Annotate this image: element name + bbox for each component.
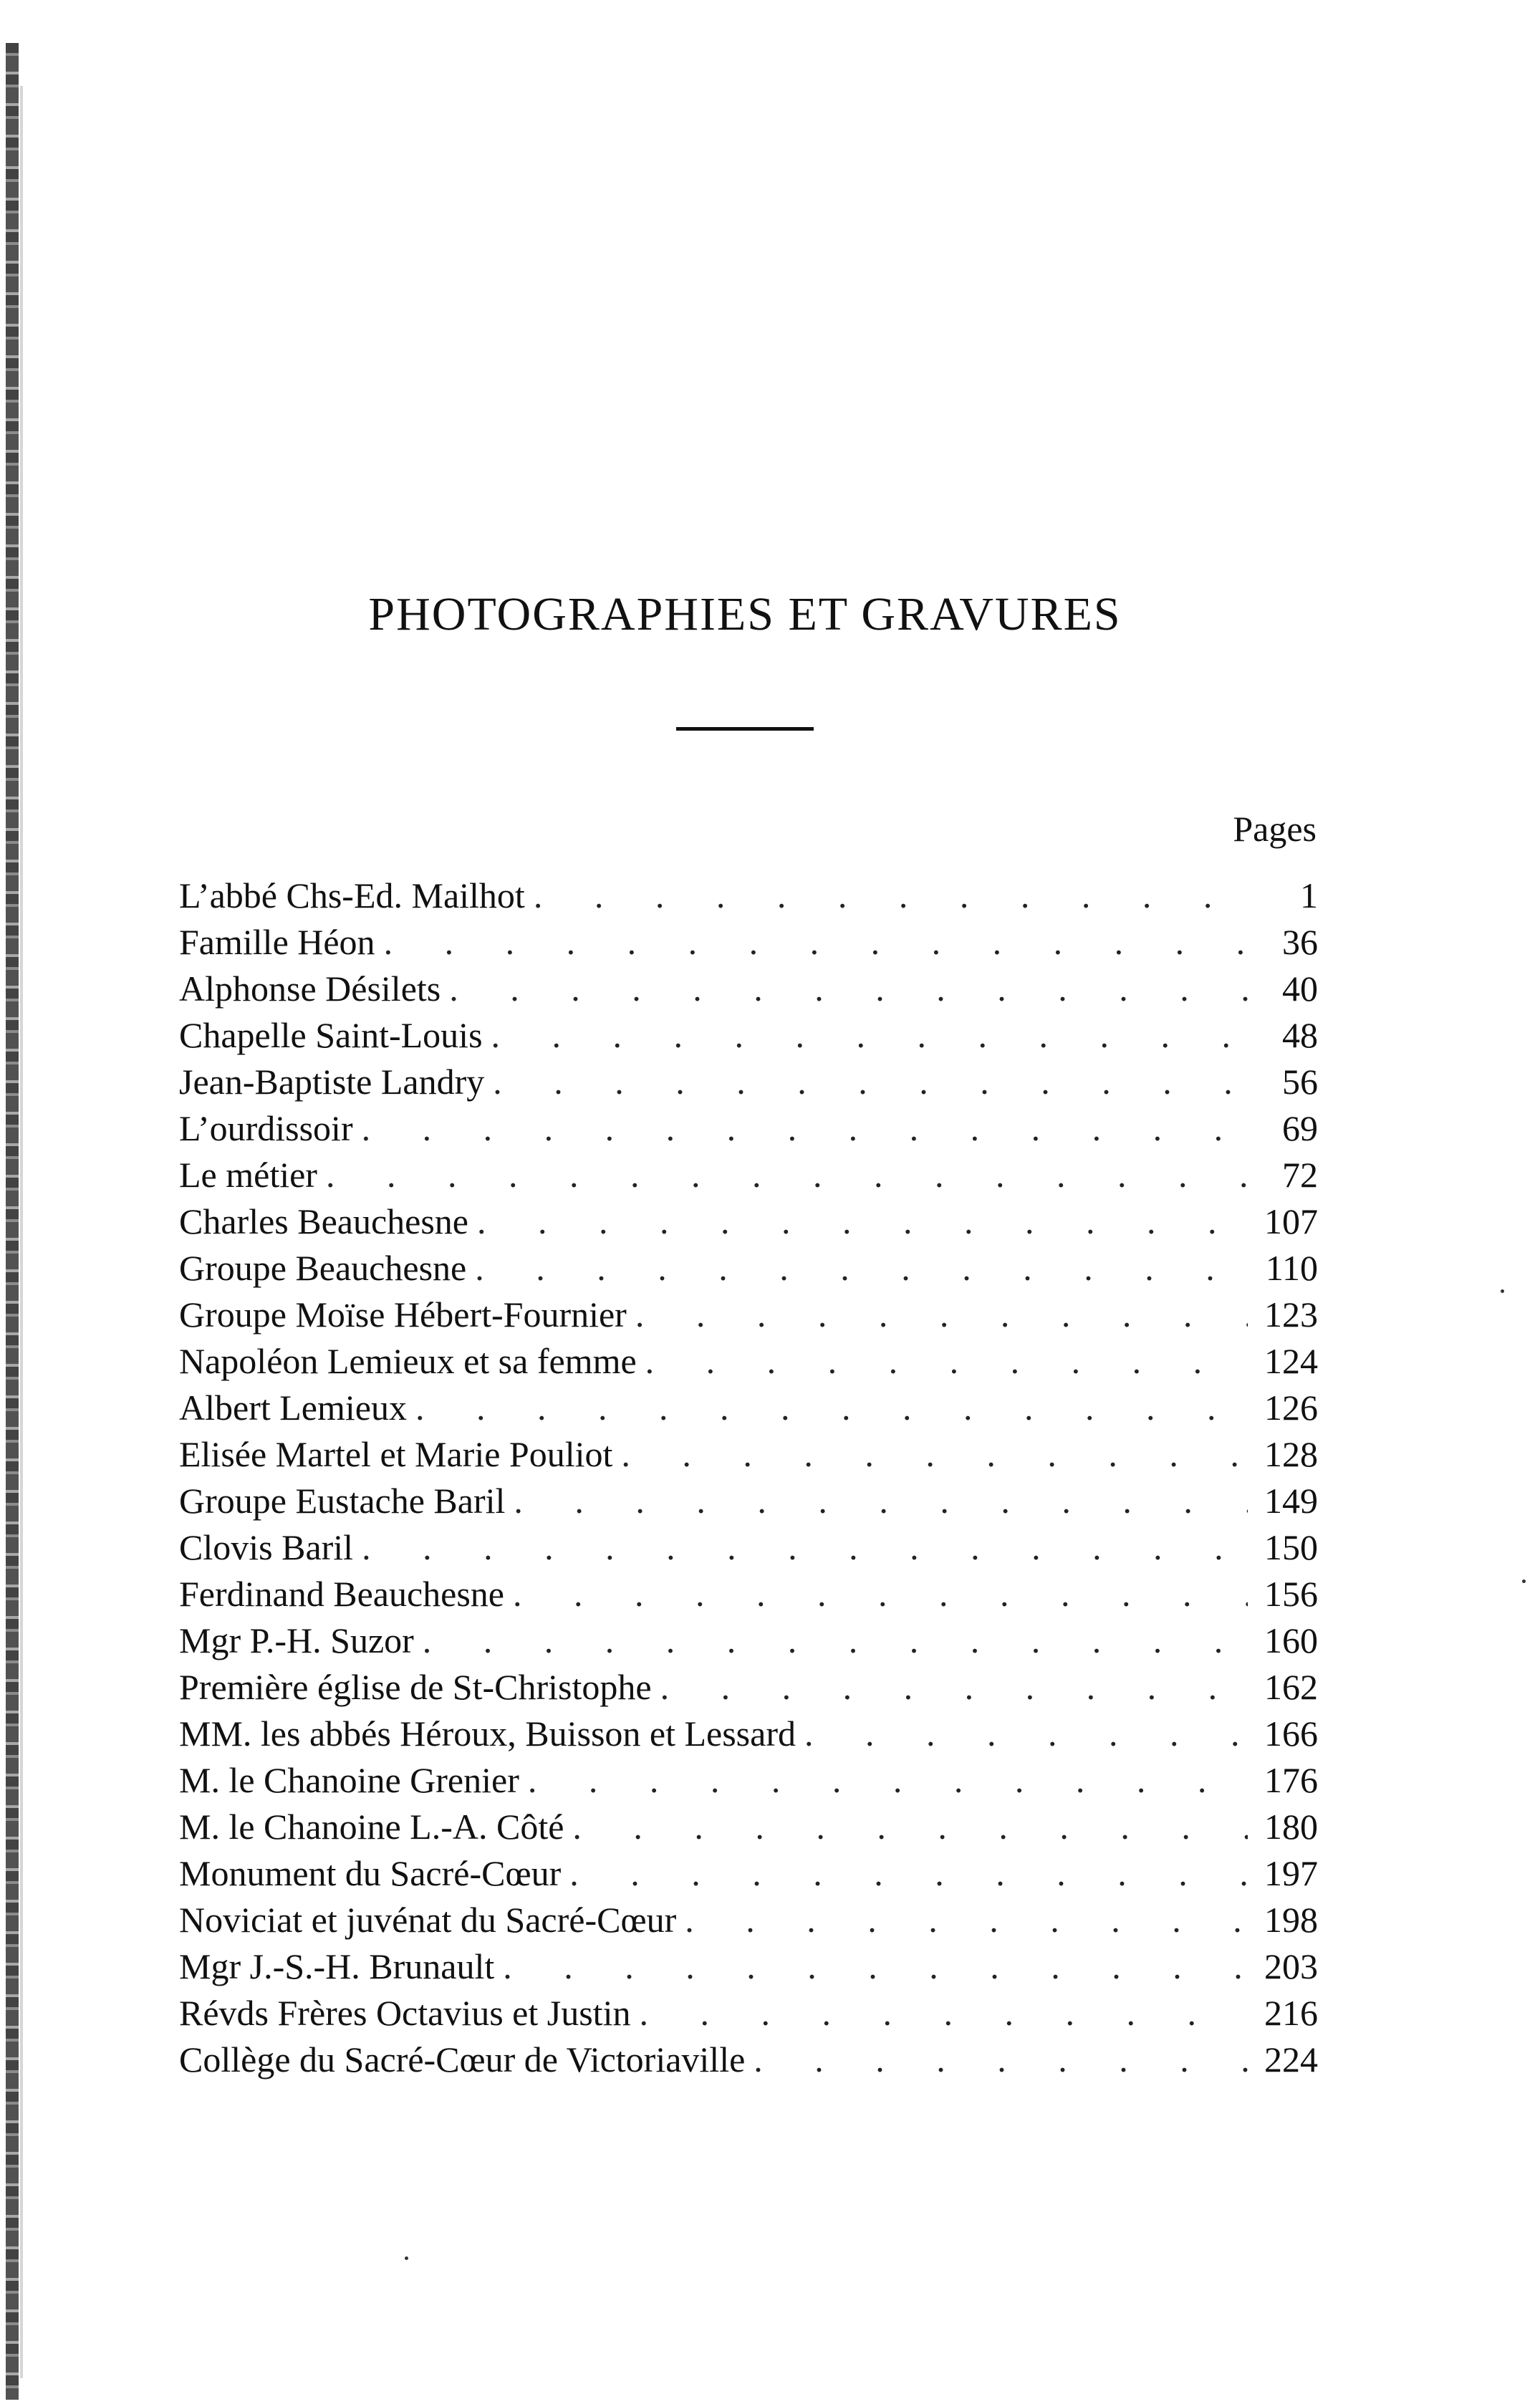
dot-leader — [475, 1245, 1248, 1292]
title-rule — [676, 727, 814, 731]
entry-page-number: 56 — [1282, 1062, 1318, 1102]
entry-title: Famille Héon — [179, 922, 375, 962]
entry-page-number: 162 — [1264, 1667, 1318, 1707]
entry-title: Groupe Eustache Baril — [179, 1481, 506, 1521]
entry-title: Révds Frères Octavius et Justin — [179, 1993, 631, 2033]
entry-title: M. le Chanoine Grenier — [179, 1760, 519, 1800]
dot-leader — [449, 966, 1248, 1012]
dot-leader — [362, 1105, 1248, 1152]
list-item — [179, 1664, 1318, 1711]
list-item — [179, 2037, 1318, 2083]
entry-title: Première église de St-Christophe — [179, 1667, 652, 1707]
entry-page-number: 216 — [1264, 1993, 1318, 2033]
entry-page-number: 126 — [1264, 1388, 1318, 1428]
list-item — [179, 966, 1318, 1012]
entry-title: L’abbé Chs-Ed. Mailhot — [179, 875, 525, 915]
entry-page-number: 124 — [1264, 1341, 1318, 1381]
list-item — [179, 1850, 1318, 1897]
dot-leader — [528, 1757, 1248, 1804]
list-item — [179, 1757, 1318, 1804]
entry-page-number: 197 — [1264, 1853, 1318, 1893]
entry-title: Albert Lemieux — [179, 1388, 407, 1428]
entry-title: Groupe Moïse Hébert-Fournier — [179, 1294, 627, 1335]
dot-leader — [415, 1385, 1248, 1431]
dot-leader — [639, 1990, 1248, 2037]
entry-page-number: 110 — [1265, 1248, 1318, 1288]
entry-title: Clovis Baril — [179, 1527, 354, 1567]
entry-page-number: 203 — [1264, 1946, 1318, 1986]
entry-title: Noviciat et juvénat du Sacré-Cœur — [179, 1900, 677, 1940]
list-item — [179, 1245, 1318, 1292]
entry-page-number: 40 — [1282, 968, 1318, 1009]
list-item — [179, 1152, 1318, 1198]
illustration-list — [179, 872, 1318, 2083]
dot-leader — [635, 1292, 1248, 1338]
list-item — [179, 1990, 1318, 2037]
entry-title: Ferdinand Beauchesne — [179, 1574, 505, 1614]
dot-leader — [514, 1478, 1248, 1524]
entry-title: Monument du Sacré-Cœur — [179, 1853, 562, 1893]
dot-leader — [513, 1571, 1248, 1617]
entry-page-number: 36 — [1282, 922, 1318, 962]
dot-leader — [384, 919, 1248, 966]
entry-page-number: 72 — [1282, 1155, 1318, 1195]
entry-page-number: 48 — [1282, 1015, 1318, 1055]
list-item — [179, 1012, 1318, 1059]
list-item — [179, 1571, 1318, 1617]
entry-page-number: 224 — [1264, 2039, 1318, 2080]
entry-page-number: 150 — [1264, 1527, 1318, 1567]
dot-leader — [534, 872, 1248, 919]
list-item — [179, 1897, 1318, 1943]
list-item — [179, 1943, 1318, 1990]
entry-title: Mgr P.-H. Suzor — [179, 1620, 414, 1660]
list-item — [179, 1385, 1318, 1431]
entry-title: Collège du Sacré-Cœur de Victoriaville — [179, 2039, 746, 2080]
entry-title: MM. les abbés Héroux, Buisson et Lessard — [179, 1713, 796, 1754]
dot-leader — [503, 1943, 1248, 1990]
entry-title: Jean-Baptiste Landry — [179, 1062, 485, 1102]
list-item — [179, 1198, 1318, 1245]
entry-title: Elisée Martel et Marie Pouliot — [179, 1434, 613, 1474]
entry-page-number: 128 — [1264, 1434, 1318, 1474]
dot-leader — [621, 1431, 1248, 1478]
entry-page-number: 149 — [1264, 1481, 1318, 1521]
list-item — [179, 919, 1318, 966]
list-item — [179, 1524, 1318, 1571]
entry-page-number: 176 — [1264, 1760, 1318, 1800]
entry-title: Napoléon Lemieux et sa femme — [179, 1341, 637, 1381]
dot-leader — [423, 1617, 1248, 1664]
page-title: PHOTOGRAPHIES ET GRAVURES — [368, 588, 1122, 640]
list-item — [179, 1338, 1318, 1385]
dot-leader — [645, 1338, 1248, 1385]
entry-title: Chapelle Saint-Louis — [179, 1015, 483, 1055]
dot-leader — [491, 1012, 1248, 1059]
entry-page-number: 180 — [1264, 1807, 1318, 1847]
list-item — [179, 1478, 1318, 1524]
entry-page-number: 1 — [1300, 875, 1318, 915]
list-item — [179, 872, 1318, 919]
dot-leader — [326, 1152, 1248, 1198]
entry-page-number: 123 — [1264, 1294, 1318, 1335]
entry-title: L’ourdissoir — [179, 1108, 353, 1148]
list-item — [179, 1105, 1318, 1152]
entry-page-number: 69 — [1282, 1108, 1318, 1148]
list-item — [179, 1059, 1318, 1105]
dot-leader — [754, 2037, 1248, 2083]
entry-title: Groupe Beauchesne — [179, 1248, 467, 1288]
dot-leader — [685, 1897, 1248, 1943]
entry-page-number: 156 — [1264, 1574, 1318, 1614]
entry-page-number: 166 — [1264, 1713, 1318, 1754]
entry-page-number: 198 — [1264, 1900, 1318, 1940]
dot-leader — [362, 1524, 1248, 1571]
dot-leader — [804, 1711, 1248, 1757]
entry-page-number: 107 — [1264, 1201, 1318, 1241]
page-binding-shadow — [20, 86, 23, 2378]
page-binding-edge — [6, 43, 19, 2400]
entry-title: Alphonse Désilets — [179, 968, 441, 1009]
list-item — [179, 1431, 1318, 1478]
entry-title: Charles Beauchesne — [179, 1201, 469, 1241]
paper-speck — [1522, 1580, 1526, 1583]
pages-column-label: Pages — [1233, 809, 1317, 849]
paper-speck — [405, 2256, 408, 2260]
dot-leader — [572, 1804, 1248, 1850]
dot-leader — [660, 1664, 1248, 1711]
dot-leader — [477, 1198, 1248, 1245]
entry-title: Mgr J.-S.-H. Brunault — [179, 1946, 495, 1986]
dot-leader — [569, 1850, 1248, 1897]
list-item — [179, 1711, 1318, 1757]
list-item — [179, 1804, 1318, 1850]
list-item — [179, 1292, 1318, 1338]
list-item — [179, 1617, 1318, 1664]
paper-speck — [1501, 1289, 1504, 1293]
entry-page-number: 160 — [1264, 1620, 1318, 1660]
dot-leader — [493, 1059, 1248, 1105]
entry-title: M. le Chanoine L.-A. Côté — [179, 1807, 564, 1847]
entry-title: Le métier — [179, 1155, 317, 1195]
